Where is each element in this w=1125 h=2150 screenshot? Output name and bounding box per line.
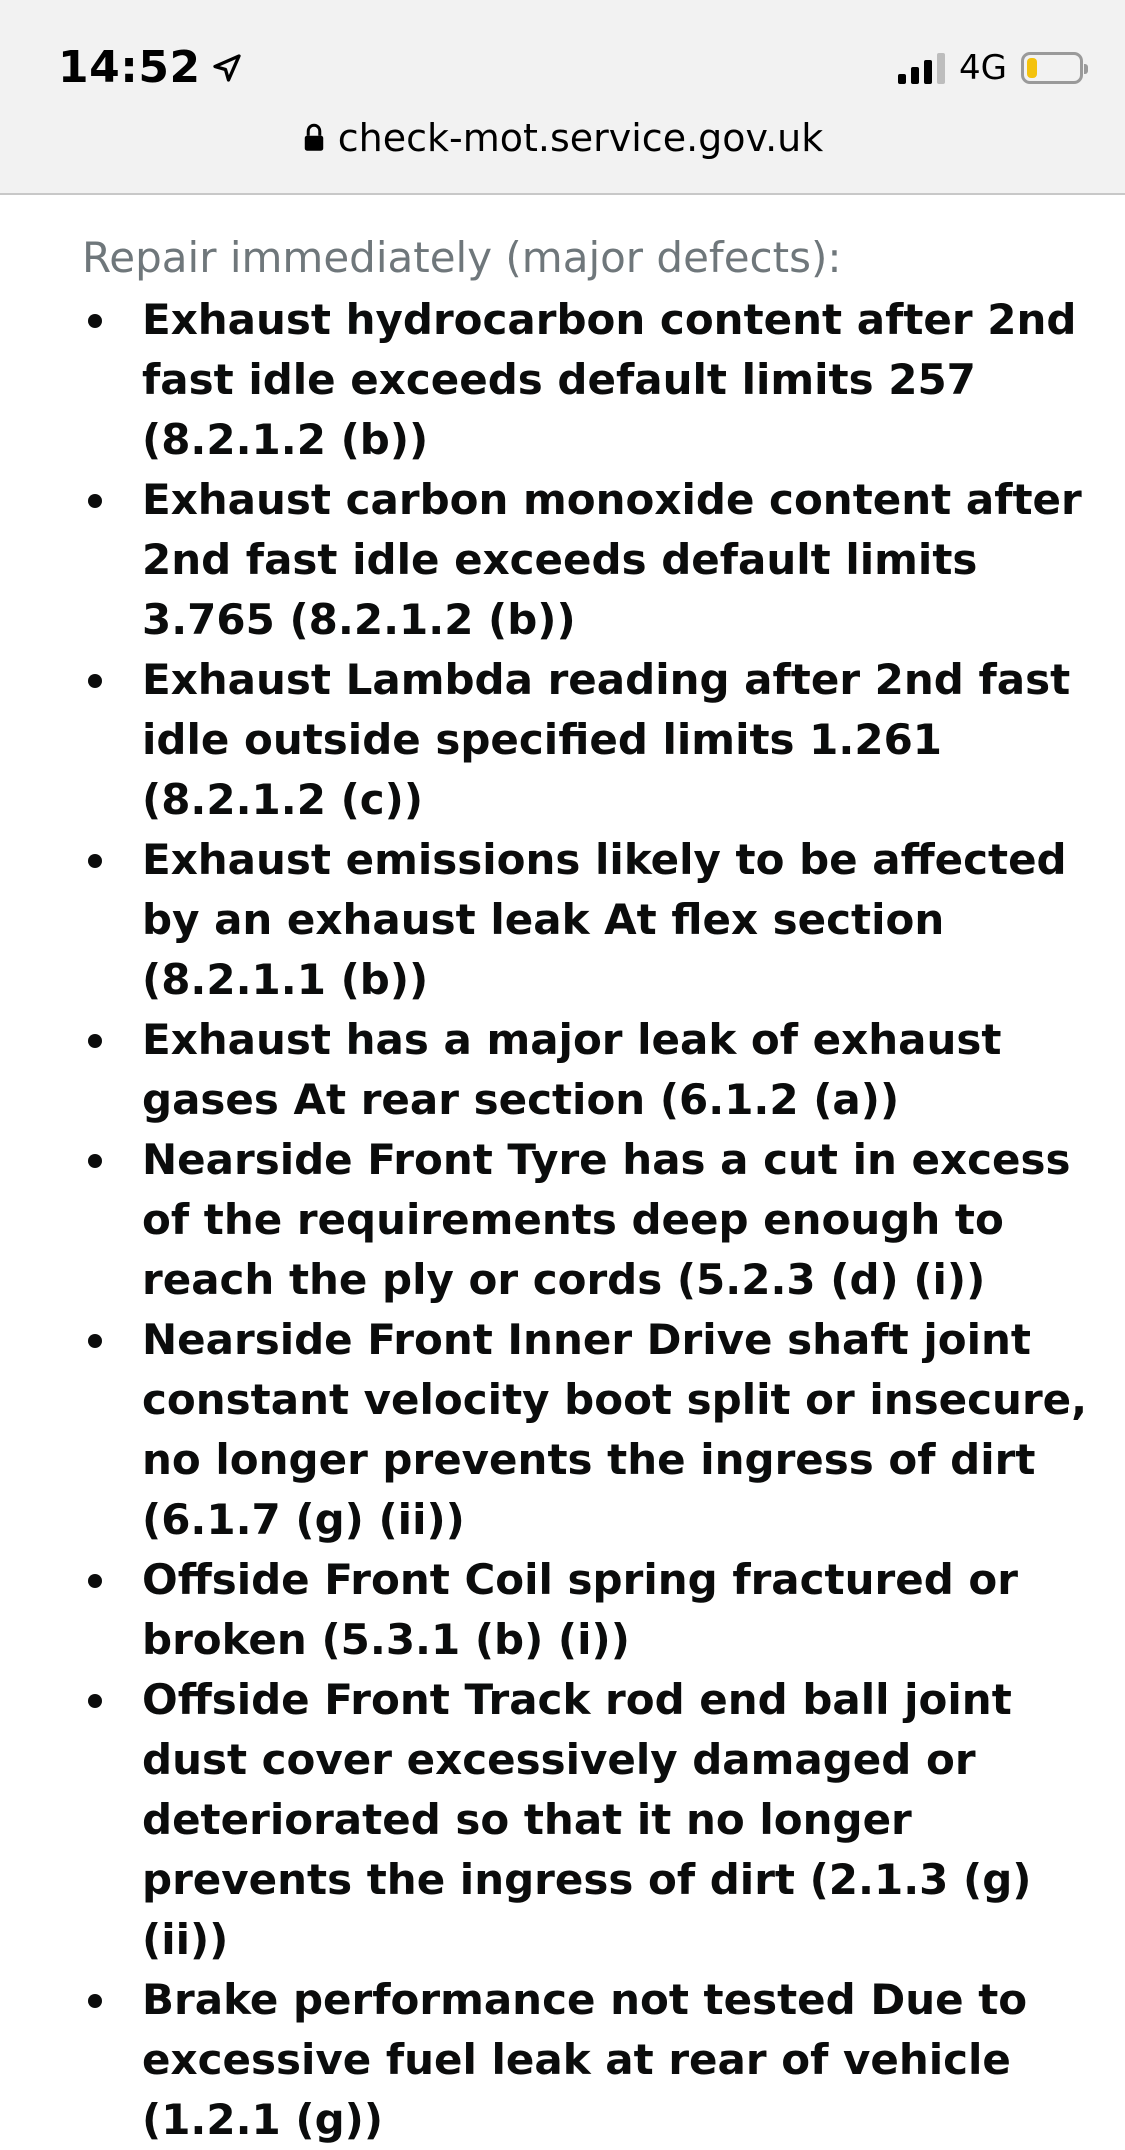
defect-item: Nearside Front Tyre has a cut in excess of the requirements deep enough to reach the ply or cords (5.2.3 (d) (i)) — [82, 1130, 1092, 1310]
status-bar-time — [58, 42, 245, 93]
status-bar-indicators — [898, 48, 1083, 88]
cellular-signal-icon — [898, 52, 945, 84]
location-arrow-icon — [209, 50, 245, 86]
address-bar[interactable] — [0, 116, 1125, 160]
defect-item: Exhaust has a major leak of exhaust gases At rear section (6.1.2 (a)) — [82, 1010, 1092, 1130]
section-heading: Repair immediately (major defects): — [82, 233, 842, 282]
battery-icon — [1021, 52, 1083, 84]
defect-item: Exhaust Lambda reading after 2nd fast idle outside specified limits 1.261 (8.2.1.2 (c)) — [82, 650, 1092, 830]
defect-item: Brake performance not tested Due to excessive fuel leak at rear of vehicle (1.2.1 (g)) — [82, 1970, 1092, 2150]
defect-item: Nearside Front Inner Drive shaft joint constant velocity boot split or insecure, no longer prevents the ingress of dirt (6.1.7 (g) (ii)) — [82, 1310, 1092, 1550]
browser-top-bar — [0, 0, 1125, 195]
defect-item: Offside Front Coil spring fractured or broken (5.3.1 (b) (i)) — [82, 1550, 1092, 1670]
defect-item: Offside Front Track rod end ball joint dust cover excessively damaged or deteriorated so that it no longer prevents the ingress of dirt (2.1.3 (g) (ii)) — [82, 1670, 1092, 1970]
network-type-label: 4G — [959, 48, 1007, 88]
lock-icon — [302, 123, 326, 153]
defect-item: Exhaust emissions likely to be affected by an exhaust leak At flex section (8.2.1.1 (b)) — [82, 830, 1092, 1010]
url-text[interactable]: check-mot.service.gov.uk — [337, 116, 824, 160]
defect-list — [82, 290, 1092, 2150]
defect-item: Exhaust hydrocarbon content after 2nd fast idle exceeds default limits 257 (8.2.1.2 (b)) — [82, 290, 1092, 470]
defect-item: Exhaust carbon monoxide content after 2nd fast idle exceeds default limits 3.765 (8.2.1.2 (b)) — [82, 470, 1092, 650]
mot-defects-section — [82, 232, 1092, 2150]
battery-level-fill — [1027, 58, 1037, 78]
status-time-text: 14:52 — [58, 42, 201, 93]
